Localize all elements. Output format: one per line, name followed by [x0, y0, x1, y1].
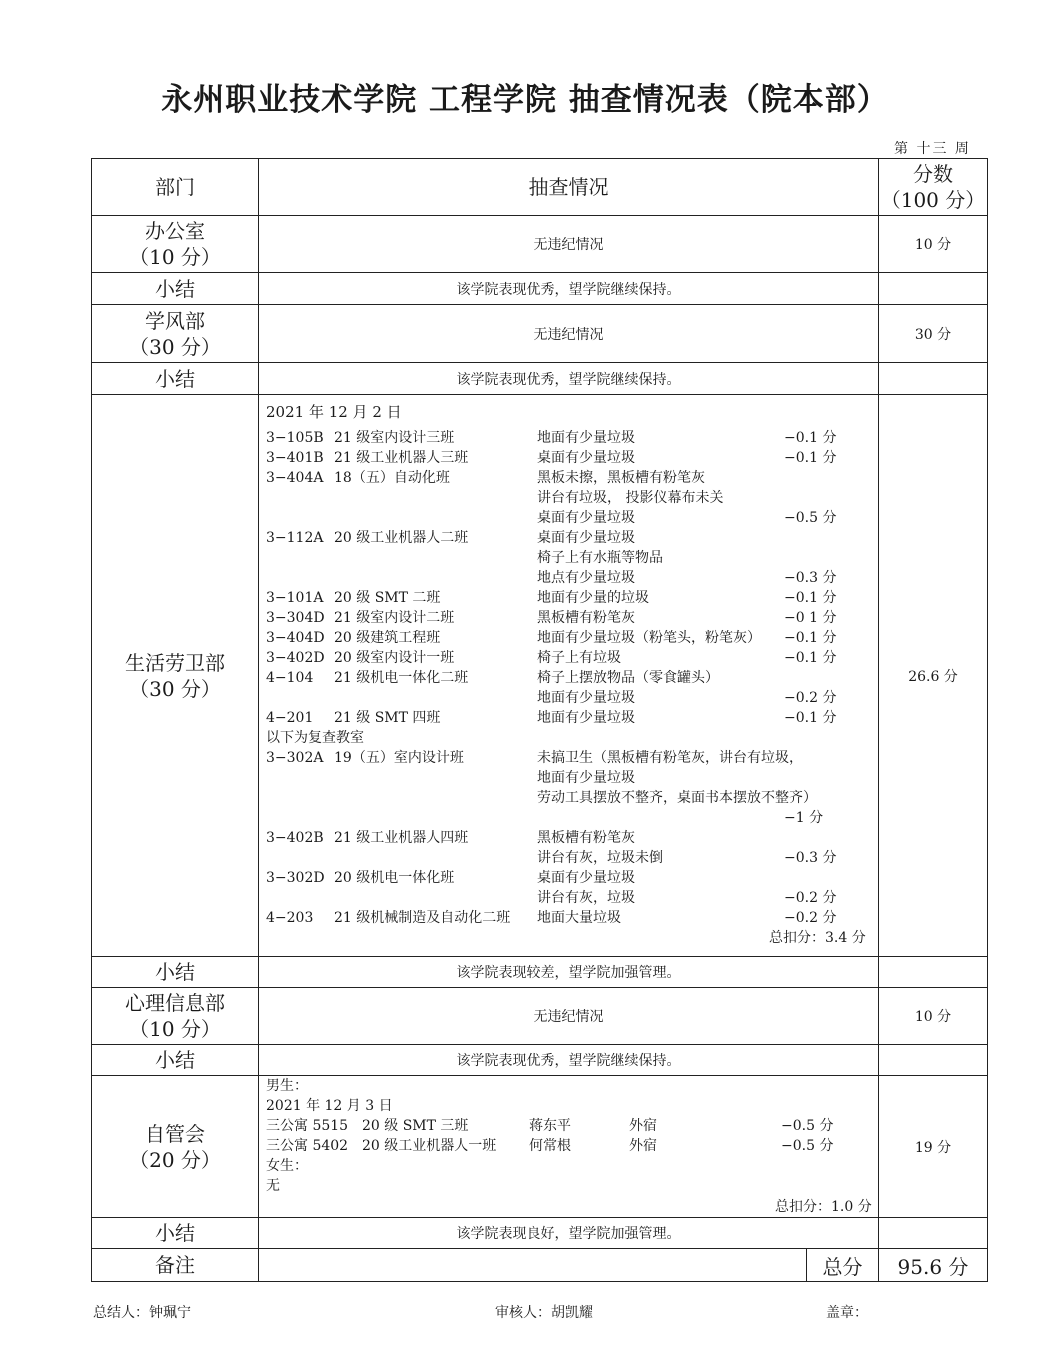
self-total-line: [259, 1197, 878, 1217]
life-line-cls: 20 级室内设计一班: [334, 650, 455, 666]
life-line: [259, 608, 878, 628]
self-line-reason: 外宿: [629, 1138, 657, 1154]
life-line-room: 3−402B: [266, 830, 324, 846]
header-score: [879, 159, 988, 216]
life-lines: [259, 428, 878, 928]
self-line-ded: −0.5 分: [781, 1118, 834, 1134]
reviewer: 审核人：胡凯耀: [495, 1305, 593, 1321]
study-row: [92, 305, 988, 363]
life-line-issue: 桌面有少量垃圾: [537, 450, 635, 466]
remarks-label: 备注: [92, 1249, 259, 1282]
study-content: 无违纪情况: [259, 305, 879, 363]
header-dept: 部门: [92, 159, 259, 216]
self-summary-score: [879, 1218, 988, 1249]
life-line-room: 3−101A: [266, 590, 324, 606]
life-line-ded: −0 1 分: [784, 610, 837, 626]
psych-score: 10 分: [879, 988, 988, 1045]
study-name: 学风部: [145, 308, 205, 333]
life-line-cls: 21 级室内设计三班: [334, 430, 455, 446]
life-line-cls: 19（五）室内设计班: [334, 750, 464, 766]
life-line-room: 4−104: [266, 670, 314, 686]
life-name: 生活劳卫部: [125, 650, 225, 675]
life-line-ded: −0.3 分: [784, 570, 837, 586]
study-summary-row: [92, 363, 988, 395]
self-date: 2021 年 12 月 3 日: [266, 1098, 393, 1114]
header-row: [92, 159, 988, 216]
office-score: 10 分: [879, 216, 988, 273]
psych-points: （10 分）: [129, 1017, 221, 1041]
life-line-cls: 21 级室内设计二班: [334, 610, 455, 626]
self-total: 总扣分：1.0 分: [775, 1199, 872, 1215]
life-line: [259, 508, 878, 528]
life-line-issue: 讲台有灰，垃圾: [537, 890, 635, 906]
psych-summary-score: [879, 1045, 988, 1076]
life-total: 总扣分：3.4 分: [769, 930, 866, 946]
life-line: [259, 488, 878, 508]
life-line-cls: 21 级 SMT 四班: [334, 710, 441, 726]
psych-summary-label: 小结: [92, 1045, 259, 1076]
psych-content: 无违纪情况: [259, 988, 879, 1045]
life-line-issue: 黑板未擦，黑板槽有粉笔灰: [537, 470, 705, 486]
life-line-issue: 地面有少量垃圾: [537, 430, 635, 446]
life-line: [259, 908, 878, 928]
study-summary-label: 小结: [92, 363, 259, 395]
life-line-room: 3−112A: [266, 530, 324, 546]
office-points: （10 分）: [129, 245, 221, 269]
header-score-total: （100 分）: [880, 188, 986, 212]
header-content: 抽查情况: [259, 159, 879, 216]
life-line: [259, 868, 878, 888]
life-line: [259, 528, 878, 548]
self-line-cls: 20 级工业机器人一班: [362, 1138, 497, 1154]
self-dept: [92, 1076, 259, 1218]
life-line-cls: 20 级建筑工程班: [334, 630, 441, 646]
study-summary-text: 该学院表现优秀，望学院继续保持。: [259, 363, 879, 395]
life-line-cls: 21 级机电一体化二班: [334, 670, 469, 686]
total-label: 总分: [807, 1249, 879, 1282]
stamp: 盖章：: [826, 1305, 868, 1321]
page-title: 永州职业技术学院 工程学院 抽查情况表（院本部）: [161, 82, 889, 118]
life-line: [259, 748, 878, 768]
life-line-issue: 地点有少量垃圾: [537, 570, 635, 586]
life-line-issue: 椅子上摆放物品（零食罐头）: [537, 670, 719, 686]
self-line-ded: −0.5 分: [781, 1138, 834, 1154]
office-summary-score: [879, 273, 988, 305]
self-male-label: 男生：: [266, 1078, 308, 1094]
life-line: [259, 848, 878, 868]
study-summary-score: [879, 363, 988, 395]
psych-summary-row: [92, 1045, 988, 1076]
self-line-room: 三公寓 5402: [266, 1138, 349, 1154]
life-line-issue: 讲台有垃圾， 投影仪幕布未关: [537, 490, 724, 506]
life-summary-score: [879, 957, 988, 988]
life-line: [259, 708, 878, 728]
self-name: 自管会: [145, 1121, 205, 1146]
self-detail: [259, 1076, 879, 1218]
life-line-room: 3−304D: [266, 610, 325, 626]
life-line-room: 3−402D: [266, 650, 325, 666]
self-line-room: 三公寓 5515: [266, 1118, 349, 1134]
life-line: [259, 768, 878, 788]
life-line-ded: −0.1 分: [784, 650, 837, 666]
life-line-cls: 20 级 SMT 二班: [334, 590, 441, 606]
life-score: 26.6 分: [879, 395, 988, 957]
life-total-line: [259, 928, 878, 948]
life-line-cls: 20 级工业机器人二班: [334, 530, 469, 546]
self-line-reason: 外宿: [629, 1118, 657, 1134]
self-line-person: 何常根: [529, 1138, 571, 1154]
self-summary-label: 小结: [92, 1218, 259, 1249]
office-row: [92, 216, 988, 273]
life-line-issue: 地面有少量垃圾（粉笔头，粉笔灰）: [537, 630, 761, 646]
self-summary-row: [92, 1218, 988, 1249]
self-female-label: 女生：: [266, 1158, 308, 1174]
life-line-issue: 桌面有少量垃圾: [537, 510, 635, 526]
life-summary-row: [92, 957, 988, 988]
life-line-issue: 地面有少量垃圾: [537, 770, 635, 786]
life-line-issue: 未搞卫生（黑板槽有粉笔灰，讲台有垃圾，: [537, 750, 803, 766]
life-line-issue: 地面有少量的垃圾: [537, 590, 649, 606]
office-summary-row: [92, 273, 988, 305]
life-line-room: 3−302D: [266, 870, 325, 886]
psych-summary-text: 该学院表现优秀，望学院继续保持。: [259, 1045, 879, 1076]
life-dept: [92, 395, 259, 957]
life-line: [259, 888, 878, 908]
life-line: [259, 728, 878, 748]
self-line-cls: 20 级 SMT 三班: [362, 1118, 469, 1134]
life-line-room: 3−404D: [266, 630, 325, 646]
life-line: [259, 788, 878, 808]
life-line-issue: 椅子上有水瓶等物品: [537, 550, 663, 566]
study-points: （30 分）: [129, 334, 221, 359]
total-score: 95.6 分: [879, 1249, 988, 1282]
office-content: 无违纪情况: [259, 216, 879, 273]
psych-dept: [92, 988, 259, 1045]
life-line-room: 以下为复查教室: [266, 730, 364, 746]
header-score-label: 分数: [913, 162, 953, 186]
life-line-room: 3−401B: [266, 450, 324, 466]
life-line: [259, 688, 878, 708]
life-summary-label: 小结: [92, 957, 259, 988]
summarizer: 总结人：钟珮宁: [93, 1305, 191, 1321]
office-dept: [92, 216, 259, 273]
life-detail: [259, 395, 879, 957]
life-line-cls: 20 级机电一体化班: [334, 870, 455, 886]
office-summary-text: 该学院表现优秀，望学院继续保持。: [259, 273, 879, 305]
life-line-issue: 地面有少量垃圾: [537, 710, 635, 726]
life-row: [92, 395, 988, 957]
life-line: [259, 588, 878, 608]
life-line-ded: −0.5 分: [784, 510, 837, 526]
life-line-room: 3−105B: [266, 430, 324, 446]
life-line-cls: 21 级工业机器人四班: [334, 830, 469, 846]
life-summary-text: 该学院表现较差，望学院加强管理。: [259, 957, 879, 988]
inspection-table: [91, 158, 988, 1282]
life-line-room: 4−201: [266, 710, 314, 726]
life-line-cls: 21 级工业机器人三班: [334, 450, 469, 466]
self-score: 19 分: [879, 1076, 988, 1218]
life-line-issue: 讲台有灰，垃圾未倒: [537, 850, 663, 866]
life-line-issue: 桌面有少量垃圾: [537, 870, 635, 886]
life-line-issue: 黑板槽有粉笔灰: [537, 610, 635, 626]
remarks-content: [259, 1249, 807, 1282]
life-line: [259, 628, 878, 648]
life-line-ded: −0.1 分: [784, 710, 837, 726]
life-line: [259, 828, 878, 848]
life-line-room: 4−203: [266, 910, 314, 926]
life-line-ded: −0.3 分: [784, 850, 837, 866]
self-lines: [259, 1116, 878, 1156]
life-line-room: 3−404A: [266, 470, 324, 486]
self-points: （20 分）: [129, 1147, 221, 1172]
life-line-issue: 椅子上有垃圾: [537, 650, 621, 666]
life-line-issue: 劳动工具摆放不整齐，桌面书本摆放不整齐）: [537, 790, 817, 806]
self-line: [259, 1136, 878, 1156]
life-line-ded: −0.1 分: [784, 430, 837, 446]
life-date: 2021 年 12 月 2 日: [266, 403, 402, 421]
life-line-cls: 18（五）自动化班: [334, 470, 450, 486]
life-line: [259, 468, 878, 488]
life-line: [259, 568, 878, 588]
week-label: 第 十三 周: [894, 141, 971, 157]
life-line-issue: 地面大量垃圾: [537, 910, 621, 926]
life-line-ded: −0.2 分: [784, 890, 837, 906]
study-dept: [92, 305, 259, 363]
life-points: （30 分）: [129, 676, 221, 701]
remarks-row: [92, 1249, 988, 1282]
psych-row: [92, 988, 988, 1045]
life-line-issue: 黑板槽有粉笔灰: [537, 830, 635, 846]
life-line-ded: −0.1 分: [784, 450, 837, 466]
self-line: [259, 1116, 878, 1136]
life-line-ded: −0.1 分: [784, 590, 837, 606]
life-line: [259, 448, 878, 468]
life-line: [259, 668, 878, 688]
office-summary-label: 小结: [92, 273, 259, 305]
life-line-ded: −0.2 分: [784, 690, 837, 706]
self-row: [92, 1076, 988, 1218]
self-line-person: 蒋东平: [529, 1118, 571, 1134]
life-line-room: 3−302A: [266, 750, 324, 766]
life-line: [259, 428, 878, 448]
life-line-cls: 21 级机械制造及自动化二班: [334, 910, 511, 926]
study-score: 30 分: [879, 305, 988, 363]
life-line-ded: −1 分: [784, 810, 824, 826]
life-line-issue: 桌面有少量垃圾: [537, 530, 635, 546]
life-line-ded: −0.1 分: [784, 630, 837, 646]
life-line: [259, 548, 878, 568]
life-line: [259, 808, 878, 828]
self-female-none: 无: [266, 1178, 280, 1194]
life-line: [259, 648, 878, 668]
psych-name: 心理信息部: [125, 991, 225, 1015]
office-name: 办公室: [145, 219, 205, 243]
life-line-issue: 地面有少量垃圾: [537, 690, 635, 706]
life-line-ded: −0.2 分: [784, 910, 837, 926]
self-summary-text: 该学院表现良好，望学院加强管理。: [259, 1218, 879, 1249]
